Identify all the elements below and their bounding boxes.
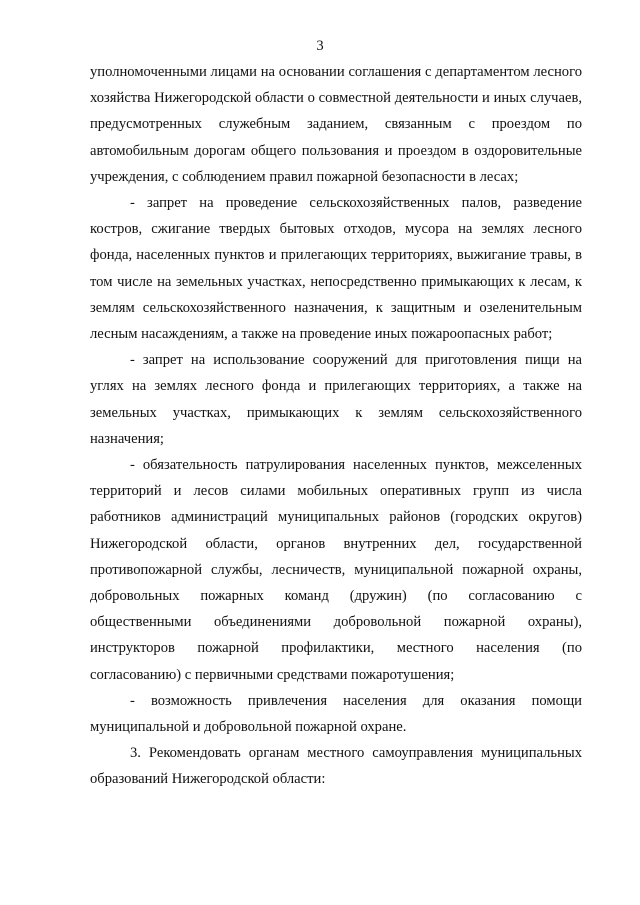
paragraph: - запрет на использование сооружений для приготовления пищи на углях на землях лесного фонда и прилегающих территориях, а также на земельных участках, примыкающих к землям сельскохозяйственного назначения; xyxy=(90,352,582,447)
paragraph: уполномоченными лицами на основании соглашения с департаментом лесного хозяйства Нижегородской области о совместной деятельности и иных случаев, предусмотренных служебным заданием, связанным с проездом по автомобильным дорогам общего пользования и проездом в оздоровительные учреждения, с соблюдением правил пожарной безопасности в лесах; xyxy=(90,64,582,185)
document-body xyxy=(90,59,582,793)
paragraph: - возможность привлечения населения для оказания помощи муниципальной и добровольной пожарной охране. xyxy=(90,692,582,736)
paragraph: - запрет на проведение сельскохозяйственных палов, разведение костров, сжигание твердых бытовых отходов, мусора на землях лесного фонда, населенных пунктов и прилегающих территориях, выжигание травы, в том числе на земельных участках, непосредственно примыкающих к лесам, к землям сельскохозяйственного назначения, к защитным и озеленительным лесным насаждениям, а также на проведение иных пожароопасных работ; xyxy=(90,195,582,343)
paragraph: 3. Рекомендовать органам местного самоуправления муниципальных образований Нижегородской области: xyxy=(90,745,582,788)
paragraph: - обязательность патрулирования населенных пунктов, межселенных территорий и лесов силами мобильных оперативных групп из числа работников администраций муниципальных районов (городских округов) Нижегородской области, органов внутренних дел, государственной противопожарной службы, лесничеств, муниципальной пожарной охраны, добровольных пожарных команд (дружин) (по согласованию с общественными объединениями добровольной пожарной охраны), инструкторов пожарной профилактики, местного населения (по согласованию) с первичными средствами пожаротушения; xyxy=(90,457,582,683)
page-number: 3 xyxy=(316,38,324,54)
